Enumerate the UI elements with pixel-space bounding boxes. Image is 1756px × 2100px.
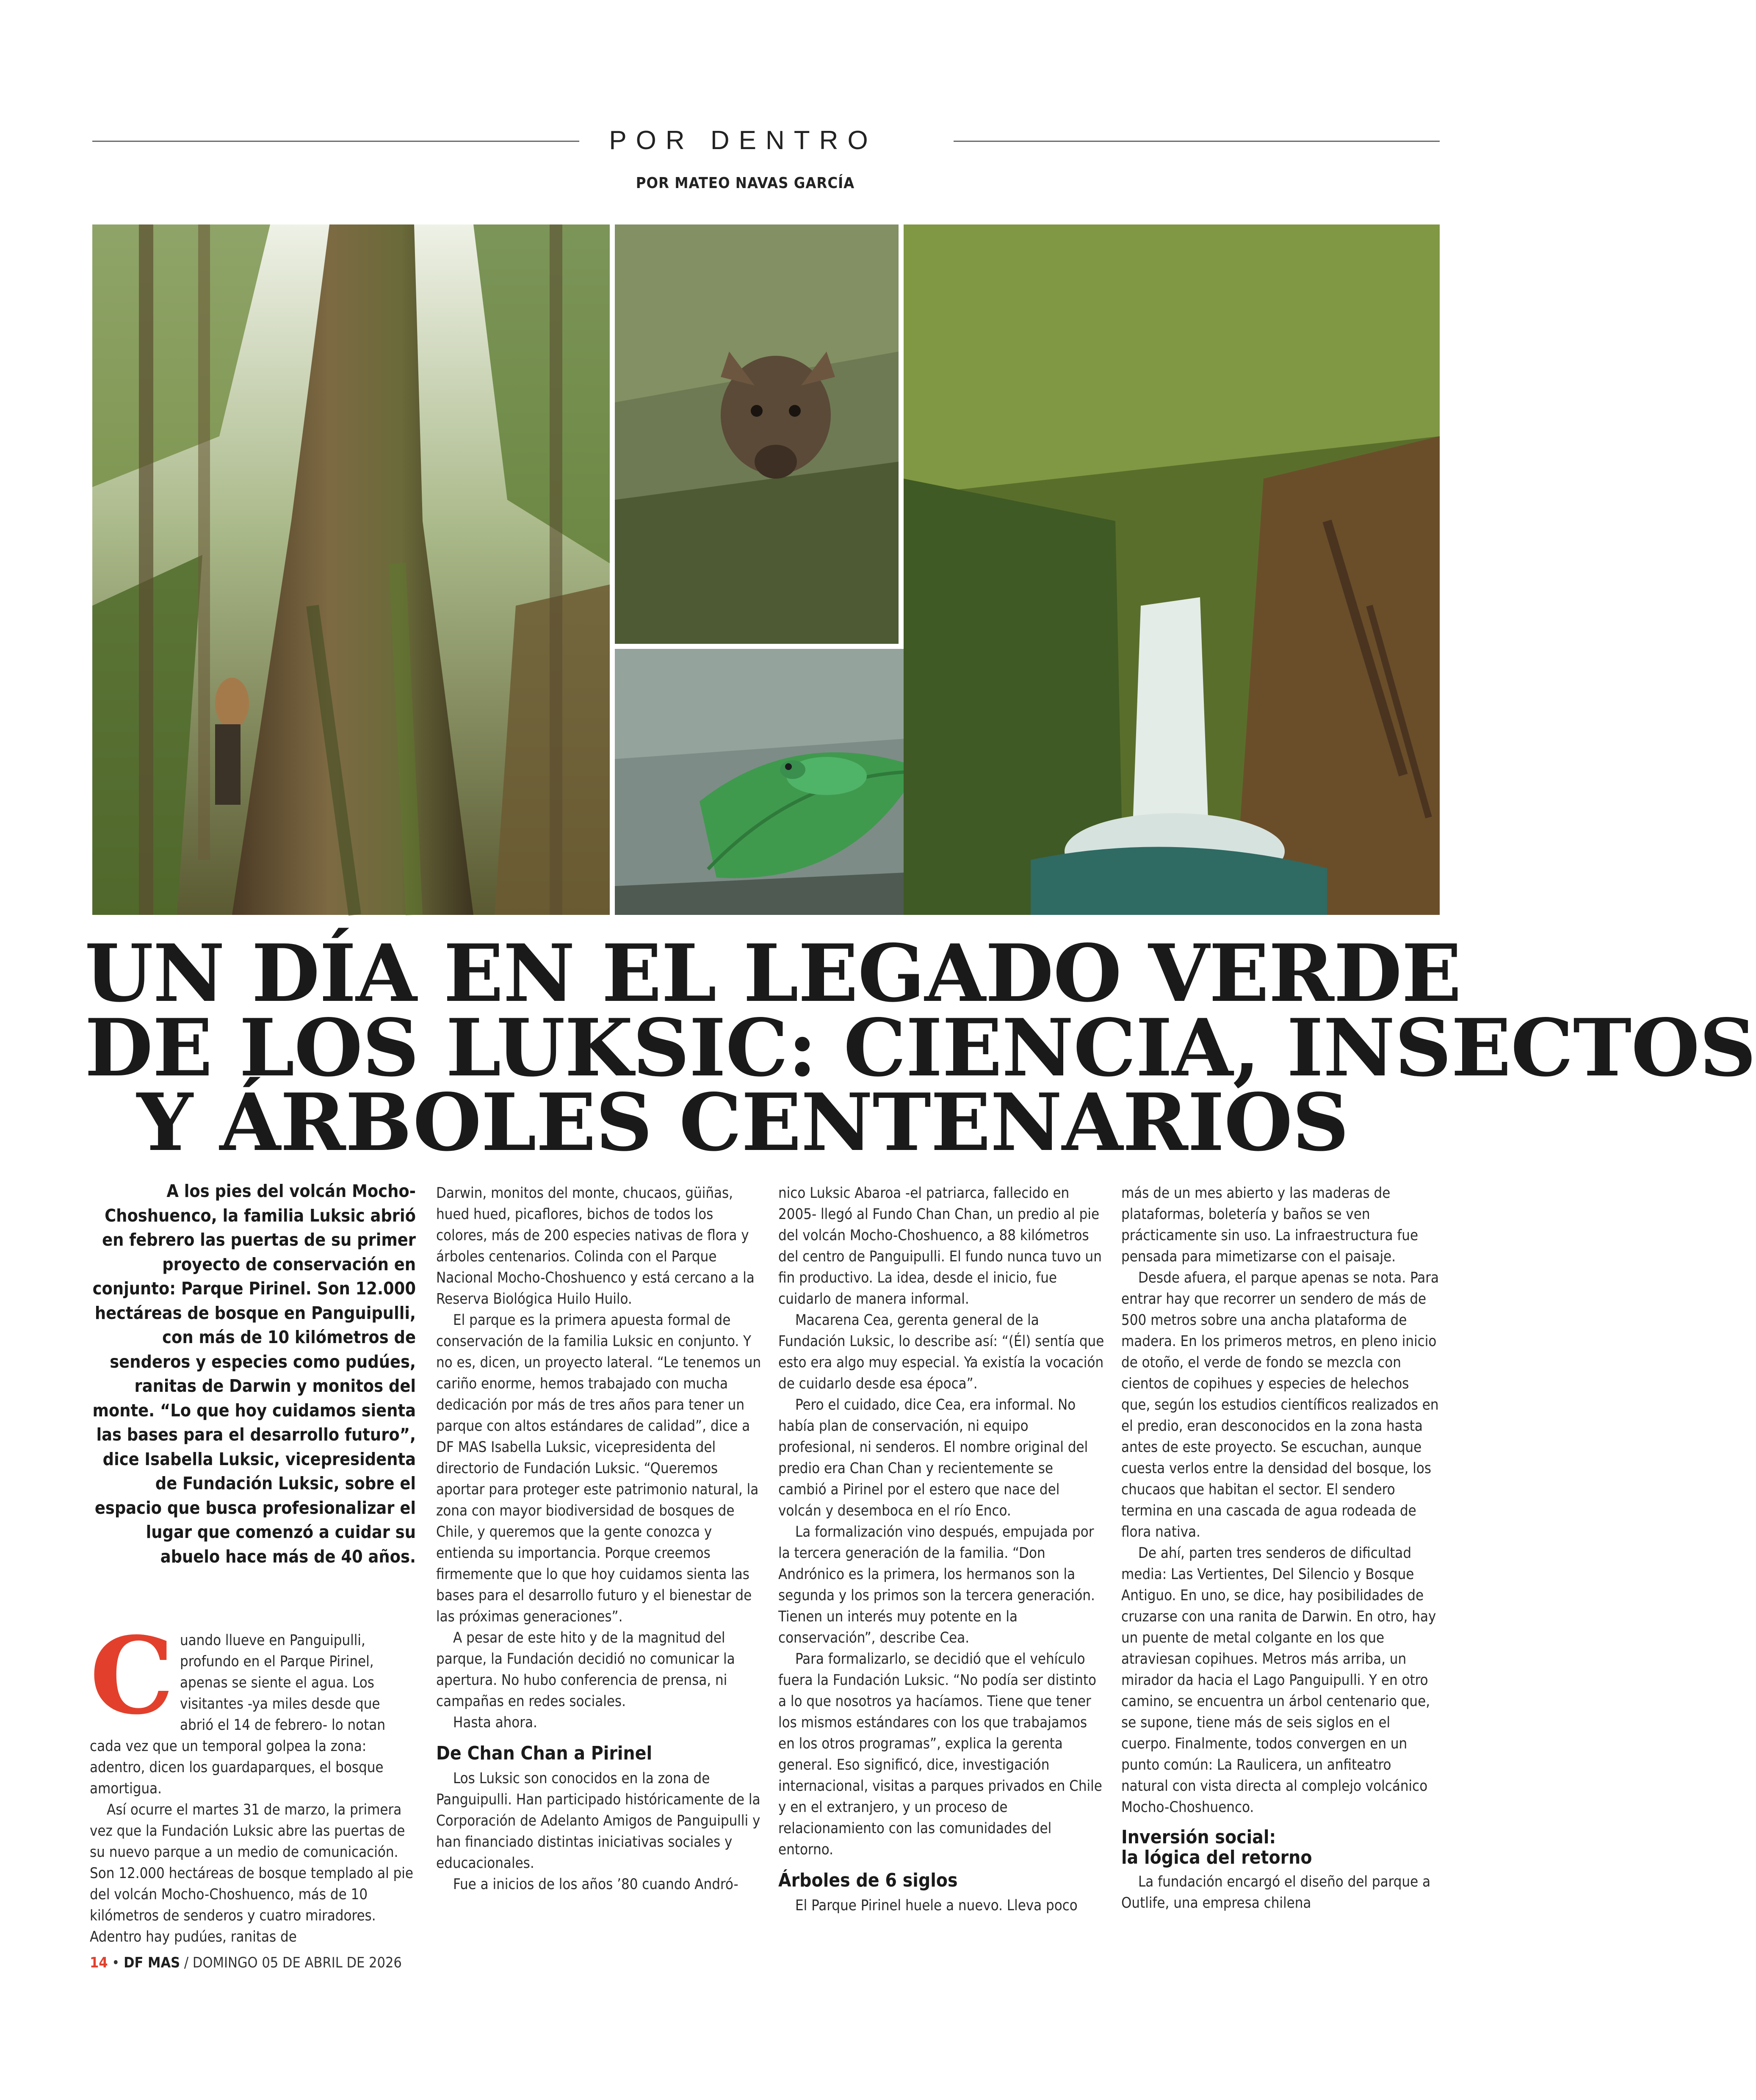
paragraph: La formalización vino después, empujada por la tercera generación de la familia. “Don Andrónico es la primera, los hermanos son la segunda y los primos son la tercera generación. Tienen un interés muy potente en la conservación”, describe Cea. xyxy=(778,1524,1095,1646)
paragraph: Para formalizarlo, se decidió que el vehículo fuera la Fundación Luksic. “No podía ser distinto a lo que nosotros ya hacíamos. Tiene que tener los mismos estándares con los que trabajamos en los otros programas”, explica la gerenta general. Eso significó, dice, investigación internacional, visitas a parques privados en Chile y en el extranjero, y un proceso de relacionamiento con las comunidades del entorno. xyxy=(778,1651,1102,1858)
footer-slash: / xyxy=(184,1954,189,1971)
publication-date: DOMINGO 05 DE ABRIL DE 2026 xyxy=(192,1954,402,1971)
page-footer xyxy=(90,1954,402,1971)
header-rule-right xyxy=(954,141,1440,142)
subheading-line-2: la lógica del retorno xyxy=(1121,1847,1312,1868)
paragraph: La fundación encargó el diseño del parque a Outlife, una empresa chilena xyxy=(1121,1873,1431,1912)
body-column-1 xyxy=(90,1613,416,1948)
paragraph: El Parque Pirinel huele a nuevo. Lleva poco xyxy=(795,1897,1078,1914)
body-column-2 xyxy=(436,1183,762,1895)
paragraph: Pero el cuidado, dice Cea, era informal. No había plan de conservación, ni equipo profesional, ni senderos. El nombre original del predio era Chan Chan y recientemente se cambió a Pirinel por el estero que nace del volcán y desemboca en el río Enco. xyxy=(778,1396,1088,1519)
headline xyxy=(85,927,1756,1169)
subheading: Árboles de 6 siglos xyxy=(778,1870,958,1891)
headline-line-2: DE LOS LUKSIC: CIENCIA, INSECTOS xyxy=(85,1001,1756,1094)
paragraph: De ahí, parten tres senderos de dificultad media: Las Vertientes, Del Silencio y Bosque Antiguo. En uno, se dice, hay posibilidades de cruzarse con una ranita de Darwin. En otro, hay un puente de metal colgante en los que atraviesan copihues. Metros más arriba, un mirador da hacia el Lago Panguipulli. Y en otro camino, se encuentra un árbol centenario que, se supone, tiene más de seis siglos en el cuerpo. Finalmente, todos convergen en un punto común: La Raulicera, un anfiteatro natural con vista directa al complejo volcánico Mocho-Choshuenco. xyxy=(1121,1545,1436,1816)
paragraph: Desde afuera, el parque apenas se nota. Para entrar hay que recorrer un sendero de más de 500 metros sobre una ancha plataforma de madera. En los primeros metros, en pleno inicio de otoño, el verde de fondo se mezcla con cientos de copihues y especies de helechos que, según los estudios científicos realizados en el predio, eran desconocidos en la zona hasta antes de este proyecto. Se escuchan, aunque cuesta verlos entre la densidad del bosque, los chucaos que habitan el sector. El sendero termina en una cascada de agua rodeada de flora nativa. xyxy=(1121,1269,1439,1540)
photo-pudu xyxy=(615,224,899,644)
header-rule-left xyxy=(92,141,579,142)
section-label: POR DENTRO xyxy=(609,126,877,155)
photo-waterfall xyxy=(904,224,1440,915)
paragraph: Los Luksic son conocidos en la zona de Panguipulli. Han participado históricamente de la Corporación de Adelanto Amigos de Panguipulli y han financiado distintas iniciativas sociales y educacionales. xyxy=(436,1770,760,1872)
paragraph: El parque es la primera apuesta formal de conservación de la familia Luksic en conjunto. Y no es, dicen, un proyecto lateral. “Le tenemos un cariño enorme, hemos trabajado con mucha dedicación por más de tres años para tener un parque con altos estándares de calidad”, dice a DF MAS Isabella Luksic, vicepresidenta del directorio de Fundación Luksic. “Queremos aportar para proteger este patrimonio natural, la zona con mayor biodiversidad de bosques de Chile, y queremos que la gente conozca y entienda su importancia. Porque creemos firmemente que lo que hoy cuidamos sienta las bases para el desarrollo futuro y el bienestar de las próximas generaciones”. xyxy=(436,1312,761,1625)
subheading: De Chan Chan a Pirinel xyxy=(436,1743,653,1764)
dropcap: C xyxy=(90,1613,174,1738)
paragraph: uando llueve en Panguipulli, profundo en el Parque Pirinel, apenas se siente el agua. Los visitantes -ya miles desde que abrió el 14 de febrero- lo notan cada vez que un temporal golpea la zona: adentro, dicen los guardaparques, el bosque amortigua. xyxy=(90,1632,386,1797)
paragraph: nico Luksic Abaroa -el patriarca, fallecido en 2005- llegó al Fundo Chan Chan, un predio al pie del volcán Mocho-Choshuenco, a 88 kilómetros del centro de Panguipulli. El fundo nunca tuvo un fin productivo. La idea, desde el inicio, fue cuidarlo de manera informal. xyxy=(778,1185,1102,1308)
lead-paragraph: A los pies del volcán Mocho-Choshuenco, la familia Luksic abrió en febrero las puertas de su primer proyecto de conservación en conjunto: Parque Pirinel. Son 12.000 hectáreas de bosque en Panguipulli, con más de 10 kilómetros de senderos y especies como pudúes, ranitas de Darwin y monitos del monte. “Lo que hoy cuidamos sienta las bases para el desarrollo futuro”, dice Isabella Luksic, vicepresidenta de Fundación Luksic, sobre el espacio que busca profesionalizar el lugar que comenzó a cuidar su abuelo hace más de 40 años. xyxy=(92,1181,416,1567)
subheading-line-1: Inversión social: xyxy=(1121,1826,1276,1848)
byline: POR MATEO NAVAS GARCÍA xyxy=(636,175,855,192)
publication-name: DF MAS xyxy=(124,1954,180,1971)
page-number: 14 xyxy=(90,1954,108,1971)
body-column-3 xyxy=(778,1183,1104,1916)
headline-line-1: UN DÍA EN EL LEGADO VERDE xyxy=(85,927,1461,1020)
subheading xyxy=(1121,1827,1440,1868)
headline-line-3: Y ÁRBOLES CENTENARIOS xyxy=(137,1076,1349,1169)
photo-giant-tree xyxy=(92,224,610,915)
paragraph: Así ocurre el martes 31 de marzo, la primera vez que la Fundación Luksic abre las puertas de su nuevo parque a un medio de comunicación. Son 12.000 hectáreas de bosque templado al pie del volcán Mocho-Choshuenco, más de 10 kilómetros de senderos y cuatro miradores. Adentro hay pudúes, ranitas de xyxy=(90,1801,414,1945)
paragraph: Hasta ahora. xyxy=(453,1714,537,1731)
paragraph: Macarena Cea, gerenta general de la Fundación Luksic, lo describe así: “(Él) sentía que esto era algo muy especial. Ya existía la vocación de cuidarlo desde esa época”. xyxy=(778,1312,1104,1392)
paragraph: Fue a inicios de los años ’80 cuando Andró- xyxy=(453,1876,738,1893)
footer-separator: • xyxy=(112,1954,120,1971)
paragraph: A pesar de este hito y de la magnitud del parque, la Fundación decidió no comunicar la apertura. No hubo conferencia de prensa, ni campañas en redes sociales. xyxy=(436,1629,735,1710)
paragraph: más de un mes abierto y las maderas de plataformas, boletería y baños se ven prácticamente sin uso. La infraestructura fue pensada para mimetizarse con el paisaje. xyxy=(1121,1185,1419,1265)
paragraph: Darwin, monitos del monte, chucaos, güiñas, hued hued, picaflores, bichos de todos los colores, más de 200 especies nativas de flora y árboles centenarios. Colinda con el Parque Nacional Mocho-Choshuenco y está cercano a la Reserva Biológica Huilo Huilo. xyxy=(436,1185,755,1308)
body-column-4 xyxy=(1121,1183,1440,1914)
